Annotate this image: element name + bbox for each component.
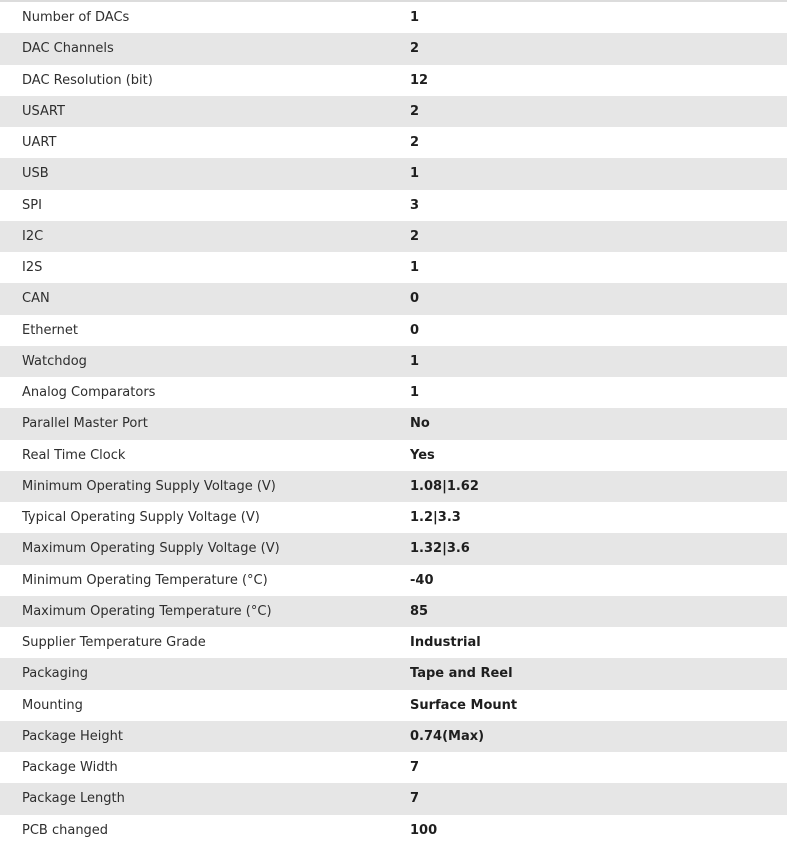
spec-value: 2 [410, 135, 420, 151]
table-row [0, 471, 787, 502]
table-row [0, 815, 787, 846]
table-row [0, 721, 787, 752]
spec-value: 12 [410, 72, 429, 88]
table-row [0, 283, 787, 314]
spec-value: Industrial [410, 635, 481, 651]
spec-label: Package Length [22, 791, 125, 807]
table-row [0, 783, 787, 814]
table-row [0, 533, 787, 564]
spec-value: 1 [410, 10, 420, 26]
table-row [0, 65, 787, 96]
spec-value: 1.2|3.3 [410, 510, 461, 526]
table-row [0, 502, 787, 533]
spec-value: 0 [410, 291, 420, 307]
spec-value: 2 [410, 41, 420, 57]
spec-value: 2 [410, 228, 420, 244]
table-row [0, 346, 787, 377]
spec-value: Tape and Reel [410, 666, 513, 682]
spec-value: 0.74(Max) [410, 728, 485, 744]
spec-label: Maximum Operating Temperature (°C) [22, 603, 272, 619]
spec-value: 7 [410, 791, 420, 807]
spec-label: USB [22, 166, 49, 182]
spec-label: PCB changed [22, 822, 109, 838]
spec-value: 1 [410, 260, 420, 276]
spec-value: 0 [410, 322, 420, 338]
table-row [0, 96, 787, 127]
spec-label: SPI [22, 197, 42, 213]
spec-label: I2C [22, 228, 44, 244]
table-row [0, 690, 787, 721]
spec-label: Package Height [22, 728, 123, 744]
spec-label: Package Width [22, 760, 118, 776]
table-row [0, 33, 787, 64]
spec-value: 2 [410, 103, 420, 119]
spec-value: 1.32|3.6 [410, 541, 470, 557]
spec-label: Real Time Clock [22, 447, 126, 463]
spec-label: Minimum Operating Temperature (°C) [22, 572, 268, 588]
table-row [0, 627, 787, 658]
spec-label: Parallel Master Port [22, 416, 148, 432]
spec-label: USART [22, 103, 65, 119]
spec-value: Yes [410, 447, 435, 463]
table-row [0, 252, 787, 283]
spec-value: Surface Mount [410, 697, 518, 713]
spec-label: Typical Operating Supply Voltage (V) [22, 510, 260, 526]
table-row [0, 377, 787, 408]
spec-label: DAC Resolution (bit) [22, 72, 153, 88]
spec-label: Minimum Operating Supply Voltage (V) [22, 478, 276, 494]
spec-value: 1 [410, 353, 420, 369]
table-row [0, 2, 787, 33]
table-row [0, 190, 787, 221]
spec-label: Analog Comparators [22, 385, 156, 401]
spec-value: No [410, 416, 430, 432]
table-row [0, 221, 787, 252]
spec-label: UART [22, 135, 57, 151]
spec-label: Supplier Temperature Grade [22, 635, 206, 651]
spec-value: 85 [410, 603, 429, 619]
table-row [0, 658, 787, 689]
spec-value: -40 [410, 572, 434, 588]
spec-value: 100 [410, 822, 438, 838]
spec-value: 7 [410, 760, 420, 776]
spec-label: Number of DACs [22, 10, 130, 26]
table-row [0, 440, 787, 471]
spec-label: Packaging [22, 666, 88, 682]
spec-label: Ethernet [22, 322, 78, 338]
table-row [0, 315, 787, 346]
spec-label: Watchdog [22, 353, 87, 369]
spec-label: Maximum Operating Supply Voltage (V) [22, 541, 280, 557]
spec-label: Mounting [22, 697, 83, 713]
spec-value: 1 [410, 385, 420, 401]
table-row [0, 596, 787, 627]
spec-label: CAN [22, 291, 50, 307]
table-row [0, 158, 787, 189]
spec-value: 1 [410, 166, 420, 182]
table-row [0, 408, 787, 439]
table-row [0, 565, 787, 596]
table-row [0, 127, 787, 158]
spec-label: DAC Channels [22, 41, 114, 57]
spec-value: 3 [410, 197, 420, 213]
spec-label: I2S [22, 260, 43, 276]
table-row [0, 752, 787, 783]
spec-value: 1.08|1.62 [410, 478, 479, 494]
